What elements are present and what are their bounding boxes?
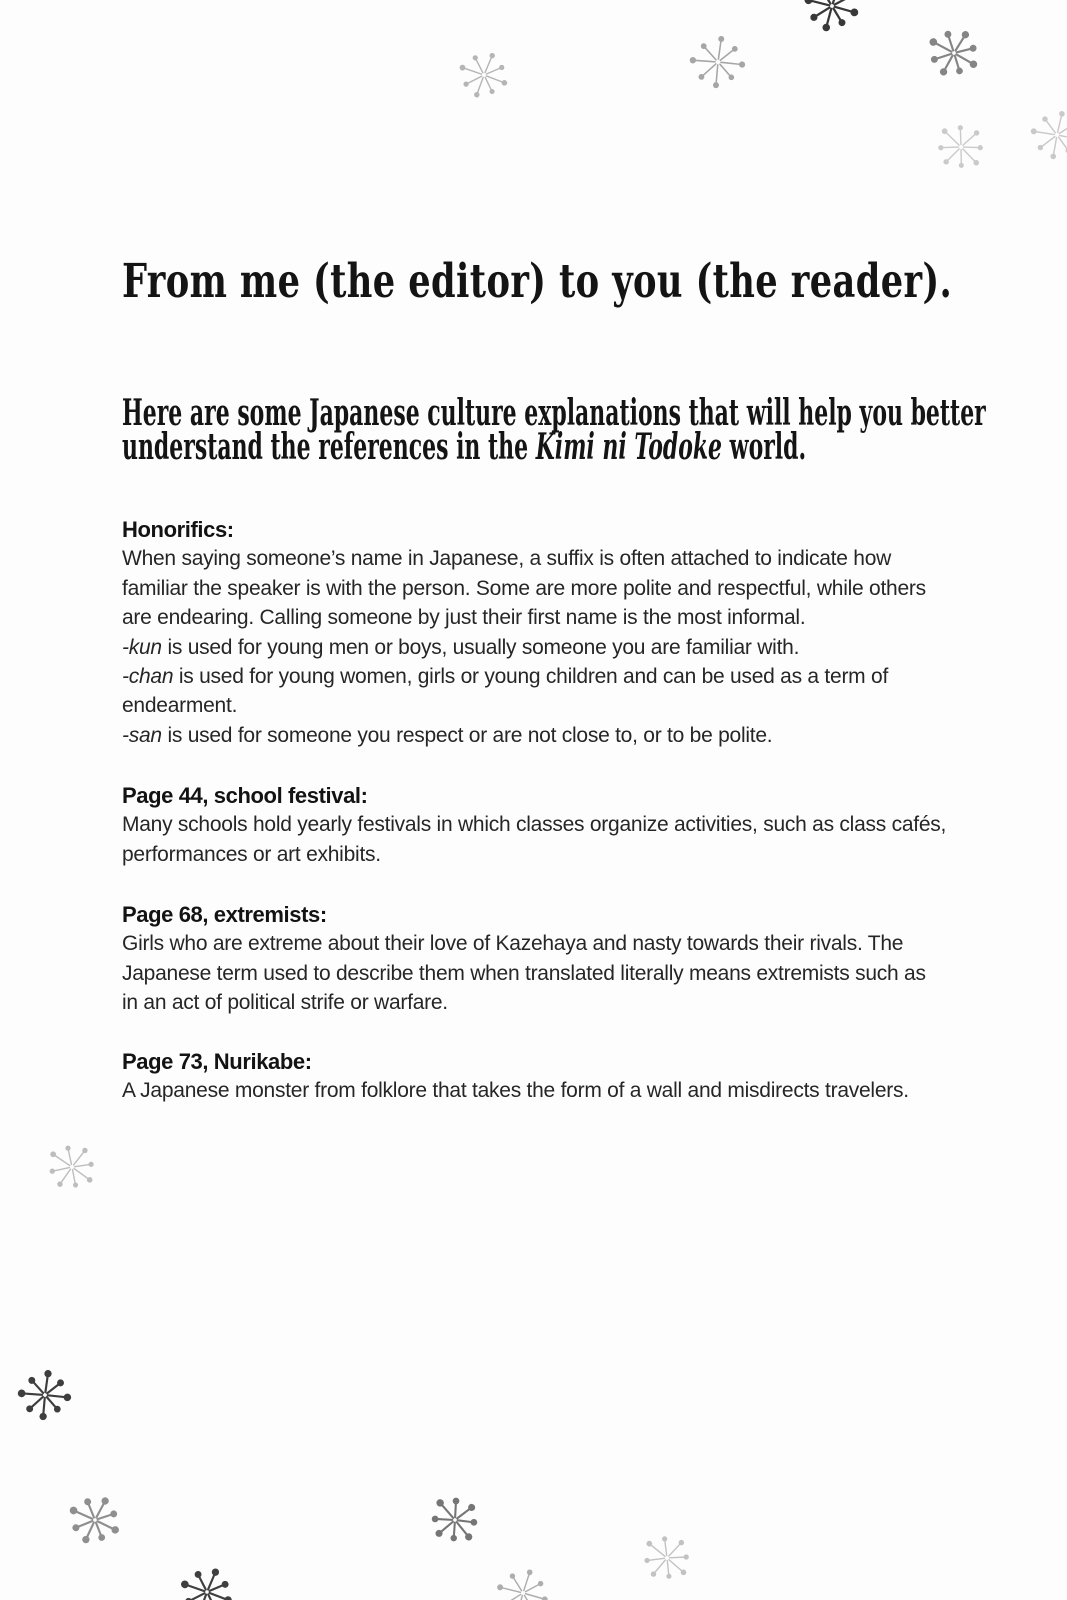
section-honorifics (122, 515, 992, 750)
snowflake-icon (450, 41, 519, 110)
snowflake-icon (34, 1129, 110, 1205)
section-heading: Page 73, Nurikabe: (122, 1049, 312, 1074)
intro-line: Here are some Japanese culture explanations that will help you better (122, 392, 986, 434)
body-text: A Japanese monster from folklore that takes the form of a wall and misdirects travelers. (122, 1079, 909, 1103)
body-line (122, 959, 992, 988)
body-text: performances or art exhibits. (122, 842, 381, 866)
snowflake-icon (914, 13, 993, 92)
section-heading: Page 44, school festival: (122, 783, 368, 808)
honorific-term: -kun (122, 635, 162, 659)
body-line (122, 603, 992, 632)
body-text: is used for someone you respect or are not close to, or to be polite. (161, 723, 773, 747)
body-text: Girls who are extreme about their love of Kazehaya and nasty towards their rivals. The (122, 932, 904, 956)
body-text: When saying someone’s name in Japanese, a suffix is often attached to indicate how (122, 547, 892, 571)
snowflake-icon (628, 1519, 706, 1597)
snowflake-icon (15, 1365, 75, 1425)
snowflake-icon (57, 1482, 134, 1559)
section-heading: Honorifics: (122, 517, 234, 542)
body-text: Many schools hold yearly festivals in which classes organize activities, such as class cafés, (122, 813, 947, 837)
body-line (122, 721, 992, 750)
section-heading: Page 68, extremists: (122, 902, 327, 927)
body-line (122, 691, 992, 720)
intro-text (122, 392, 986, 468)
intro-line2-post: world. (722, 426, 807, 468)
snowflake-icon (414, 1479, 496, 1561)
section-page73-nurikabe (122, 1047, 992, 1106)
body-line (122, 840, 992, 869)
body-line (122, 810, 992, 839)
honorific-term: -chan (122, 665, 174, 689)
body-text: Japanese term used to describe them when translated literally means extremists such as (122, 961, 926, 985)
body-text: in an act of political strife or warfare. (122, 991, 448, 1015)
body-line (122, 544, 992, 573)
section-page68-extremists (122, 900, 992, 1018)
snowflake-icon (1026, 104, 1067, 167)
snowflake-icon (170, 1555, 243, 1600)
body-line (122, 662, 992, 691)
snowflake-icon (922, 108, 1001, 187)
snowflake-icon (796, 0, 868, 42)
snowflake-icon (687, 31, 749, 93)
intro-line2-pre: understand the references in the (122, 426, 536, 468)
section-page44-school-festival (122, 781, 992, 869)
body-line (122, 929, 992, 958)
series-title: Kimi ni Todoke (535, 426, 723, 468)
page-title: From me (the editor) to you (the reader). (122, 254, 953, 309)
body-line (122, 1076, 992, 1105)
body-line (122, 574, 992, 603)
body-line (122, 988, 992, 1017)
intro-line (122, 426, 986, 468)
body-text: endearment. (122, 694, 238, 718)
body-line (122, 633, 992, 662)
snowflake-icon (489, 1559, 556, 1600)
body-text: are endearing. Calling someone by just their first name is the most informal. (122, 606, 806, 630)
body-text: is used for young men or boys, usually someone you are familiar with. (161, 635, 800, 659)
body-text: is used for young women, girls or young children and can be used as a term of (173, 665, 889, 689)
body-text: familiar the speaker is with the person. Some are more polite and respectful, while others (122, 576, 926, 600)
honorific-term: -san (122, 723, 162, 747)
